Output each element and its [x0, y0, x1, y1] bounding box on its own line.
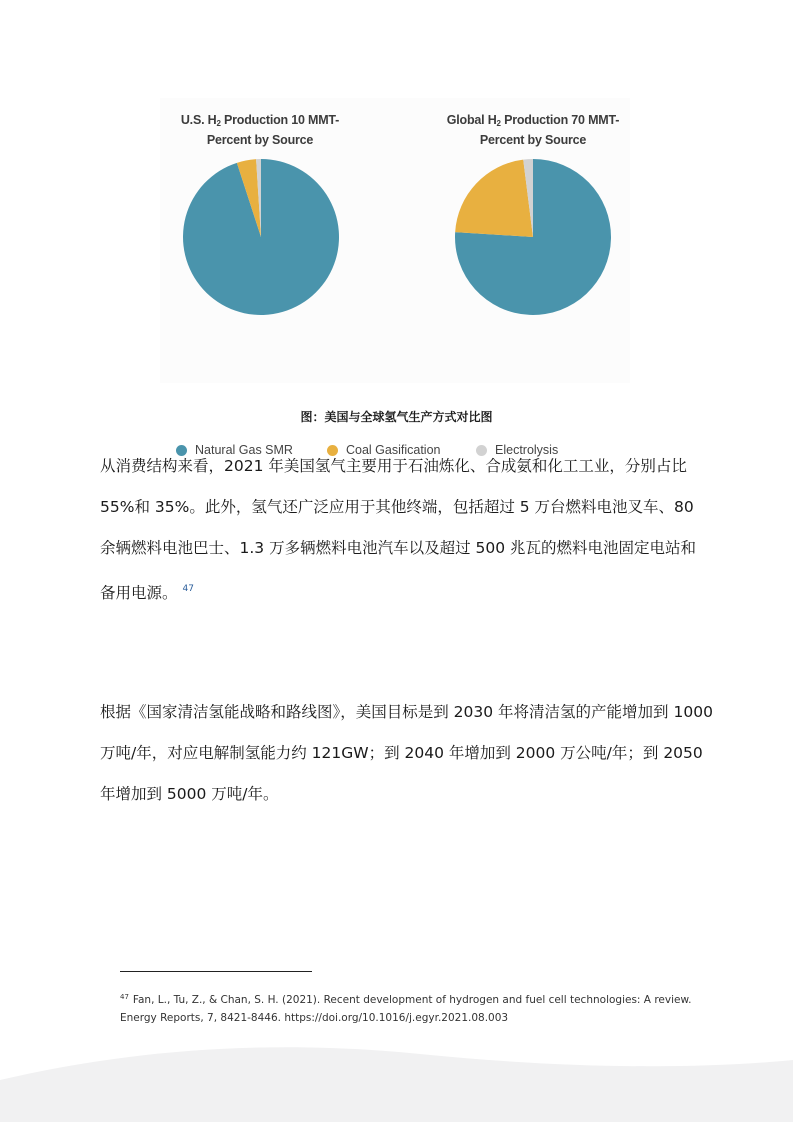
footnote-line[interactable]: Energy Reports, 7, 8421-8446. https://doi.org/10.1016/j.egyr.2021.08.003 [120, 1012, 509, 1024]
paragraph-line: 根据《国家清洁氢能战略和路线图》，美国目标是到 2030 年将清洁氢的产能增加到 1000 [100, 703, 713, 721]
footnote-reference-link[interactable]: 47 [182, 584, 194, 594]
paragraph-roadmap [100, 692, 713, 815]
paragraph-line: 余辆燃料电池巴士、1.3 万多辆燃料电池汽车以及超过 500 兆瓦的燃料电池固定电站和 [100, 539, 697, 557]
figure-caption: 图：美国与全球氢气生产方式对比图 [300, 410, 493, 424]
paragraph-line: 55%和 35%。此外，氢气还广泛应用于其他终端，包括超过 5 万台燃料电池叉车、80 [100, 498, 694, 516]
paragraph-line: 从消费结构来看，2021 年美国氢气主要用于石油炼化、合成氨和化工工业，分别占比 [100, 457, 687, 475]
pie-charts-svg [160, 98, 630, 383]
paragraph-consumption [100, 446, 710, 610]
paragraph-line-last: 备用电源。 $^{47}$ [100, 584, 194, 602]
us-chart-title: U.S. $H_2$ Production 10 MMT- Percent by Source [180, 113, 340, 147]
legend-label-natural-gas: Natural Gas SMR [195, 443, 293, 457]
footnote-divider [120, 971, 312, 972]
decorative-footer-wave [0, 1040, 793, 1122]
pie-slice-coal-gasification [455, 160, 533, 237]
footnote-line: $^{47}$ Fan, L., Tu, Z., & Chan, S. H. (2021). Recent development of hydrogen and fuel cell technologies: A review. [120, 993, 692, 1006]
global-pie [455, 159, 611, 315]
paragraph-line: 年增加到 5000 万吨/年。 [100, 785, 279, 803]
global-chart-title: Global $H_2$ Production 70 MMT- Percent by Source [446, 113, 620, 147]
footnote-number: 47 [120, 993, 129, 1001]
legend-label-electrolysis: Electrolysis [495, 443, 559, 457]
paragraph-line: 万吨/年，对应电解制氢能力约 121GW；到 2040 年增加到 2000 万公吨/年；到 2050 [100, 744, 703, 762]
legend-label-coal: Coal Gasification [346, 443, 441, 457]
us-pie [183, 159, 339, 315]
footnote [120, 987, 720, 1029]
